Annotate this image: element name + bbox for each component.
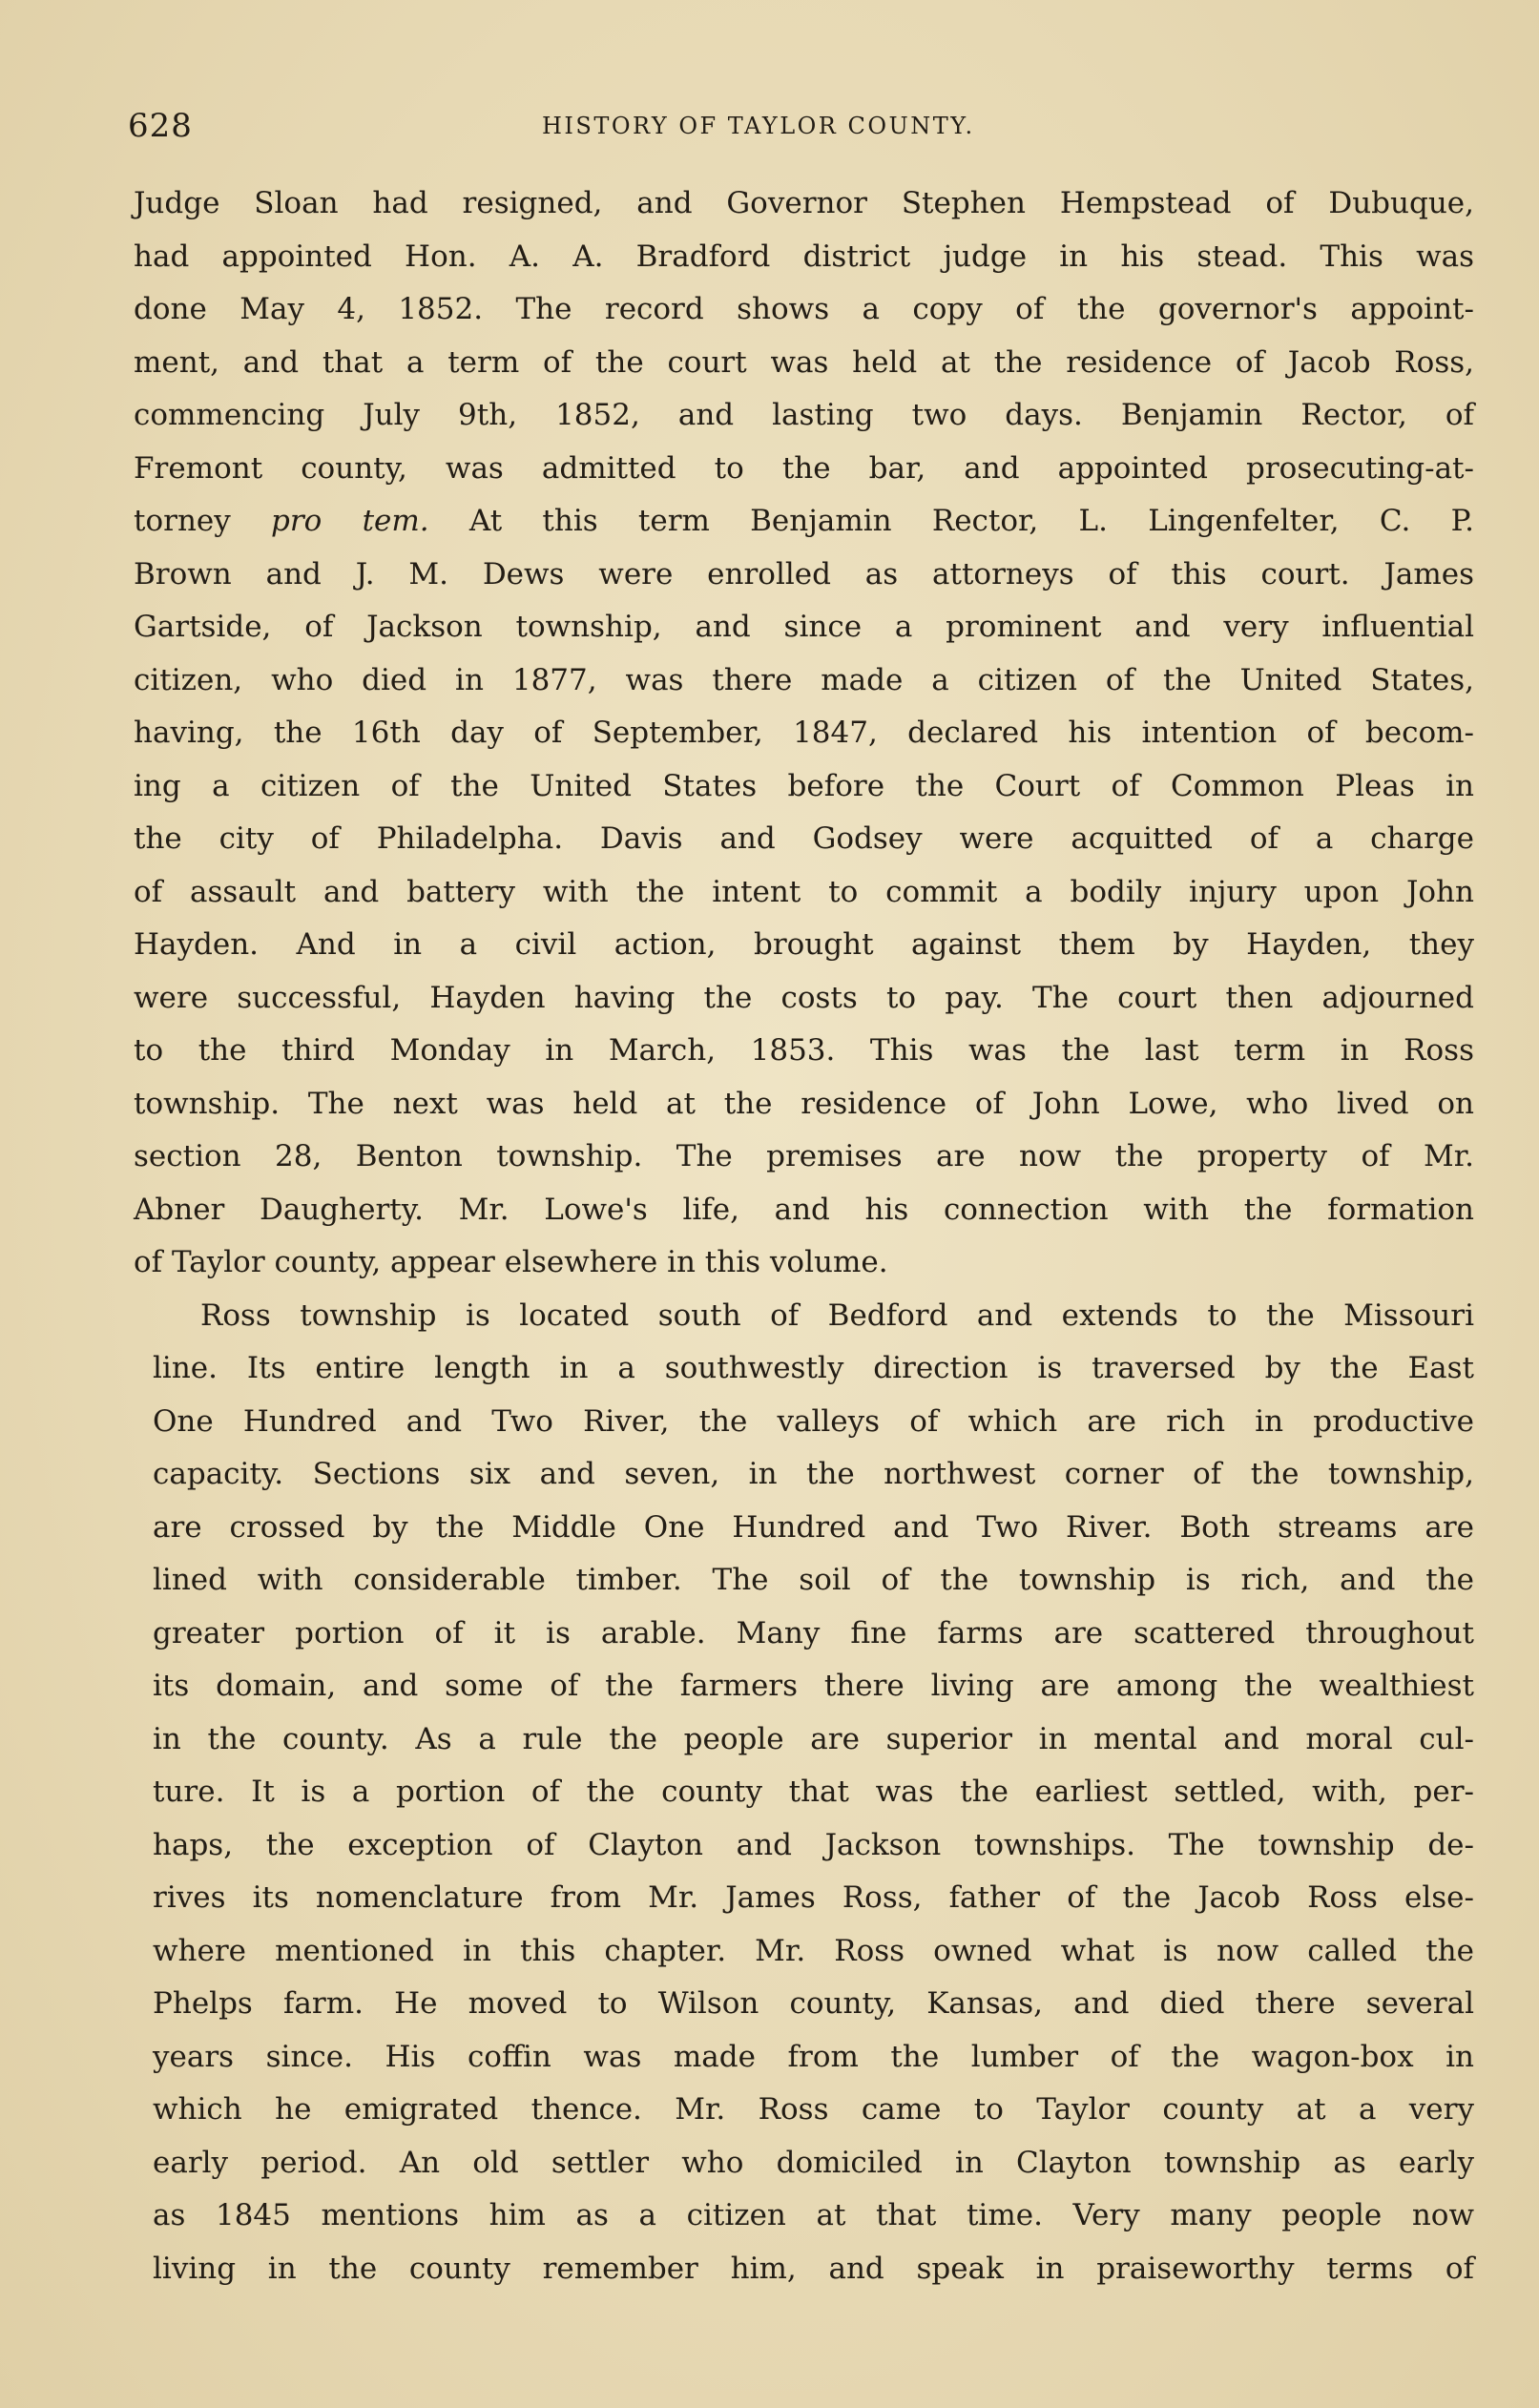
- text-line: the city of Philadelpha. Davis and Godsey were acquitted of a charge: [134, 821, 1474, 856]
- running-head: HISTORY OF TAYLOR COUNTY.: [542, 113, 975, 139]
- text-line: to the third Monday in March, 1853. This was the last term in Ross: [134, 1033, 1474, 1068]
- text-line: lined with considerable timber. The soil of the township is rich, and the: [153, 1563, 1474, 1597]
- text-line: early period. An old settler who domiciled in Clayton township as early: [153, 2145, 1474, 2180]
- text-line: Ross township is located south of Bedford and extends to the Missouri: [200, 1297, 1474, 1333]
- text-line: One Hundred and Two River, the valleys of which are rich in productive: [153, 1403, 1474, 1439]
- text-line: are crossed by the Middle One Hundred and Two River. Both streams are: [153, 1509, 1474, 1545]
- text-line: Judge Sloan had resigned, and Governor Stephen Hempstead of Dubuque,: [134, 186, 1474, 220]
- text-line: Fremont county, was admitted to the bar, and appointed prosecuting-at-: [134, 450, 1474, 486]
- text-line: having, the 16th day of September, 1847, declared his intention of becom-: [134, 716, 1474, 750]
- text-line: section 28, Benton township. The premises are now the property of Mr.: [134, 1139, 1474, 1173]
- page-number: 628: [128, 107, 193, 145]
- text-line: commencing July 9th, 1852, and lasting two days. Benjamin Rector, of: [134, 398, 1474, 432]
- text-line: done May 4, 1852. The record shows a copy of the governor's appoint-: [134, 292, 1474, 326]
- text-line: Gartside, of Jackson township, and since a prominent and very influential: [134, 610, 1474, 644]
- text-line: ture. It is a portion of the county that was the earliest settled, with, per-: [153, 1775, 1474, 1809]
- text-line: citizen, who died in 1877, was there made a citizen of the United States,: [134, 662, 1474, 697]
- text-line: had appointed Hon. A. A. Bradford district judge in his stead. This was: [134, 239, 1474, 274]
- text-line: Phelps farm. He moved to Wilson county, Kansas, and died there several: [153, 1986, 1474, 2021]
- page-header: [128, 107, 1483, 155]
- text-line: capacity. Sections six and seven, in the northwest corner of the township,: [153, 1457, 1474, 1491]
- text-line: where mentioned in this chapter. Mr. Ross owned what is now called the: [153, 1933, 1474, 1968]
- text-line: of assault and battery with the intent to commit a bodily injury upon John: [134, 874, 1474, 909]
- text-line: haps, the exception of Clayton and Jackson townships. The township de-: [153, 1827, 1474, 1862]
- text-line: living in the county remember him, and speak in praiseworthy terms of: [153, 2251, 1474, 2286]
- body-text: [134, 177, 1474, 2295]
- text-line: torney pro tem. At this term Benjamin Rector, L. Lingenfelter, C. P.: [134, 504, 1475, 538]
- text-line: rives its nomenclature from Mr. James Ross, father of the Jacob Ross else-: [153, 1880, 1474, 1915]
- text-line: line. Its entire length in a southwestly direction is traversed by the East: [153, 1351, 1474, 1385]
- text-line: were successful, Hayden having the costs to pay. The court then adjourned: [134, 980, 1474, 1015]
- text-line: township. The next was held at the residence of John Lowe, who lived on: [134, 1086, 1474, 1121]
- paragraph-ross-township: [134, 1290, 1474, 2296]
- text-line: its domain, and some of the farmers there living are among the wealthiest: [153, 1669, 1474, 1703]
- text-line: in the county. As a rule the people are superior in mental and moral cul-: [153, 1721, 1474, 1756]
- text-line: which he emigrated thence. Mr. Ross came to Taylor county at a very: [153, 2092, 1474, 2127]
- text-line: ment, and that a term of the court was held at the residence of Jacob Ross,: [134, 344, 1474, 380]
- text-line: years since. His coffin was made from the lumber of the wagon-box in: [153, 2039, 1474, 2074]
- text-line: greater portion of it is arable. Many fine farms are scattered throughout: [153, 1615, 1474, 1650]
- text-line: Brown and J. M. Dews were enrolled as attorneys of this court. James: [134, 556, 1474, 592]
- text-line: Hayden. And in a civil action, brought against them by Hayden, they: [134, 927, 1474, 962]
- text-line: Abner Daugherty. Mr. Lowe's life, and his connection with the formation: [134, 1192, 1474, 1227]
- text-line: of Taylor county, appear elsewhere in this volume.: [134, 1245, 888, 1279]
- text-line: ing a citizen of the United States before the Court of Common Pleas in: [134, 768, 1474, 803]
- text-line: as 1845 mentions him as a citizen at that time. Very many people now: [153, 2198, 1474, 2232]
- paragraph-court-history: [134, 177, 1474, 1290]
